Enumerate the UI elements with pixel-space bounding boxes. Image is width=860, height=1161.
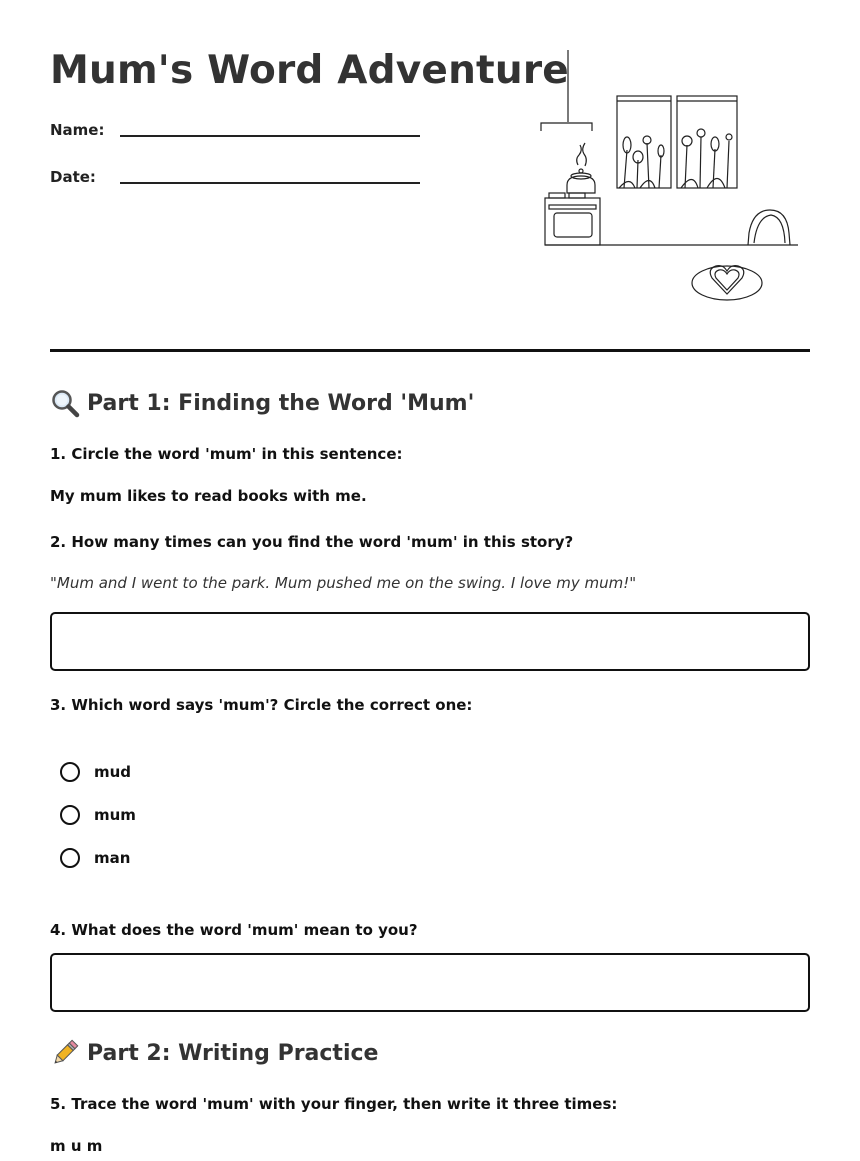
date-input-line[interactable]: [120, 182, 420, 184]
part2-heading: [50, 1038, 378, 1068]
kitchen-illustration: [535, 45, 810, 310]
question-2-answer-box[interactable]: [50, 612, 810, 671]
name-input-line[interactable]: [120, 135, 420, 137]
date-label: Date:: [50, 168, 96, 186]
radio-circle[interactable]: [60, 805, 80, 825]
part2-heading-text: Part 2: Writing Practice: [87, 1040, 379, 1066]
question-1-sentence[interactable]: My mum likes to read books with me.: [50, 487, 367, 505]
option-man[interactable]: [60, 846, 130, 870]
question-4-answer-box[interactable]: [50, 953, 810, 1012]
option-label: mum: [94, 806, 136, 824]
part1-heading-text: Part 1: Finding the Word 'Mum': [87, 390, 475, 416]
lamp-shade: [541, 123, 592, 131]
magnifying-glass-icon: [50, 388, 80, 418]
pencil-icon: [50, 1038, 80, 1068]
header-divider: [50, 349, 810, 352]
question-1-prompt: 1. Circle the word 'mum' in this sentence:: [50, 445, 403, 463]
part1-heading: [50, 388, 474, 418]
name-label: Name:: [50, 121, 105, 139]
question-3-prompt: 3. Which word says 'mum'? Circle the correct one:: [50, 696, 473, 714]
date-field: [50, 168, 430, 192]
radio-circle[interactable]: [60, 848, 80, 868]
option-label: man: [94, 849, 131, 867]
question-4-prompt: 4. What does the word 'mum' mean to you?: [50, 921, 418, 939]
option-mud[interactable]: [60, 760, 131, 784]
worksheet-title: Mum's Word Adventure: [50, 48, 569, 93]
question-5-prompt: 5. Trace the word 'mum' with your finger, then write it three times:: [50, 1095, 618, 1113]
radio-circle[interactable]: [60, 762, 80, 782]
question-2-prompt: 2. How many times can you find the word 'mum' in this story?: [50, 533, 574, 551]
option-label: mud: [94, 763, 132, 781]
option-mum[interactable]: [60, 803, 136, 827]
question-2-story: "Mum and I went to the park. Mum pushed me on the swing. I love my mum!": [50, 574, 637, 592]
trace-word[interactable]: m u m: [50, 1137, 103, 1155]
name-field: [50, 121, 430, 145]
